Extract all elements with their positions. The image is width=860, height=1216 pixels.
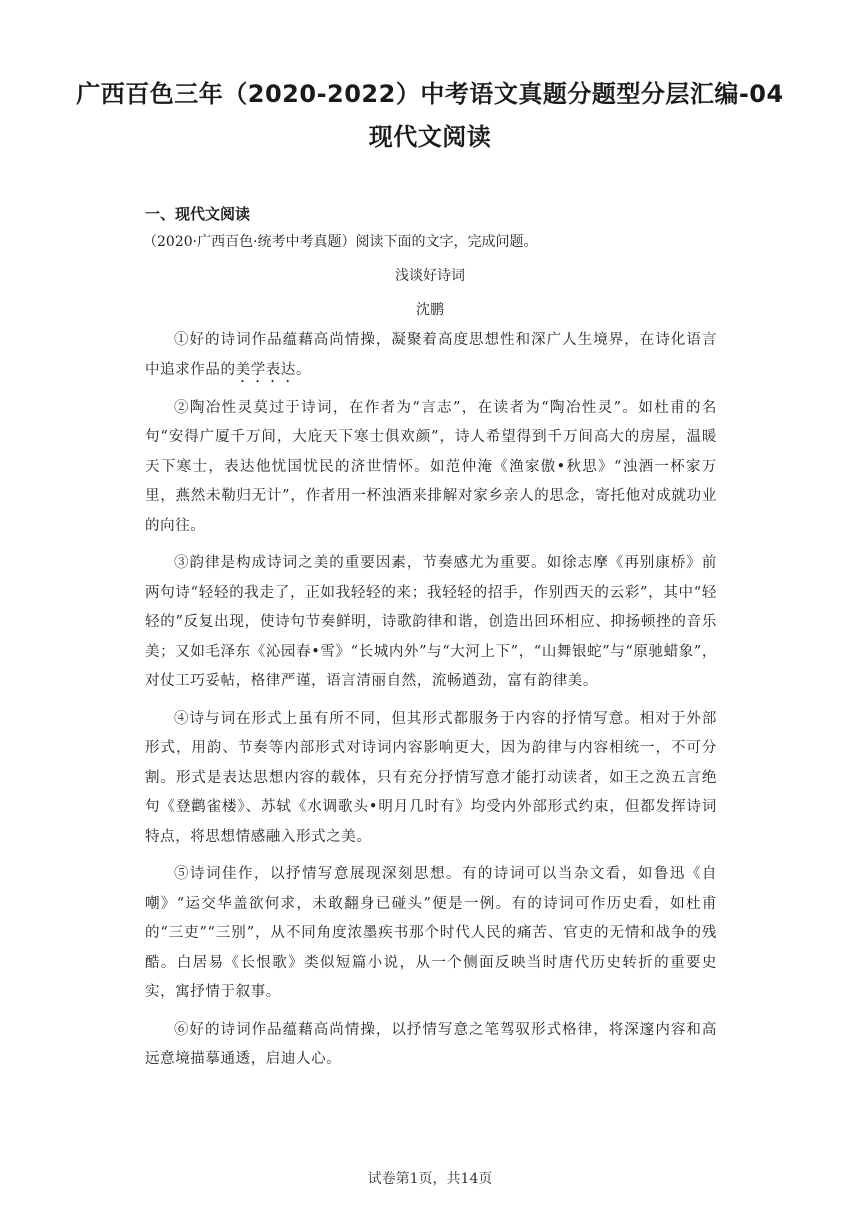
- section-heading: 一、现代文阅读: [145, 205, 251, 223]
- emphasized-phrase: 美学表达: [235, 361, 297, 378]
- page-footer: 试卷第1页，共14页: [367, 1171, 493, 1187]
- paragraph-3: ③韵律是构成诗词之美的重要因素，节奏感尤为重要。如徐志摩《再别康桥》前两句诗“轻轻的我走了，正如我轻轻的来；我轻轻的招手，作别西天的云彩”，其中“轻轻的”反复出现，使诗句节奏鲜明，诗歌韵律和谐，创造出回环相应、抑扬顿挫的音乐美；又如毛泽东《沁园春•雪》“长城内外”与“大河上下”，“山舞银蛇”与“原驰蜡象”，对仗工巧妥帖，格律严谨，语言清丽自然，流畅遒劲，富有韵律美。: [145, 555, 717, 689]
- article-title: 浅谈好诗词: [395, 268, 465, 284]
- document-title-line2: 现代文阅读: [368, 123, 492, 151]
- article-author: 沈鹏: [416, 302, 444, 318]
- article-body: [145, 326, 717, 1083]
- paragraph-6: ⑥好的诗词作品蕴藉高尚情操，以抒情写意之笔驾驭形式格律，将深邃内容和高远意境描摹通透，启迪人心。: [145, 1021, 717, 1067]
- paragraph-5: ⑤诗词佳作，以抒情写意展现深刻思想。有的诗词可以当杂文看，如鲁迅《自嘲》“运交华盖欲何求，未敢翻身已碰头”便是一例。有的诗词可作历史看，如杜甫的“三吏”“三别”，从不同角度浓墨疾书那个时代人民的痛苦、官吏的无情和战争的残酷。白居易《长恨歌》类似短篇小说，从一个侧面反映当时唐代历史转折的重要史实，寓抒情于叙事。: [145, 866, 717, 1000]
- paragraph-4: ④诗与词在形式上虽有所不同，但其形式都服务于内容的抒情写意。相对于外部形式，用韵、节奏等内部形式对诗词内容影响更大，因为韵律与内容相统一，不可分割。形式是表达思想内容的载体，只有充分抒情写意才能打动读者，如王之涣五言绝句《登鹳雀楼》、苏轼《水调歌头•明月几时有》均受内外部形式约束，但都发挥诗词特点，将思想情感融入形式之美。: [145, 710, 717, 845]
- document-title-line1: 广西百色三年（2020-2022）中考语文真题分题型分层汇编-04: [76, 80, 784, 108]
- paragraph-2: ②陶冶性灵莫过于诗词，在作者为“言志”，在读者为“陶冶性灵”。如杜甫的名句“安得广厦千万间，大庇天下寒士俱欢颜”，诗人希望得到千万间高大的房屋，温暖天下寒士，表达他忧国忧民的济世情怀。如范仲淹《渔家傲•秋思》“浊酒一杯家万里，燕然未勒归无计”，作者用一杯浊酒来排解对家乡亲人的思念，寄托他对成就功业的向往。: [145, 399, 717, 534]
- paragraph-1-end: 。: [296, 361, 312, 378]
- question-source-line: （2020·广西百色·统考中考真题）阅读下面的文字，完成问题。: [143, 234, 538, 250]
- paragraph-1-text: ①好的诗词作品蕴藉高尚情操，凝聚着高度思想性和深广人生境界，在诗化语言中追求作品的: [145, 332, 717, 378]
- paragraph-1: [145, 326, 717, 386]
